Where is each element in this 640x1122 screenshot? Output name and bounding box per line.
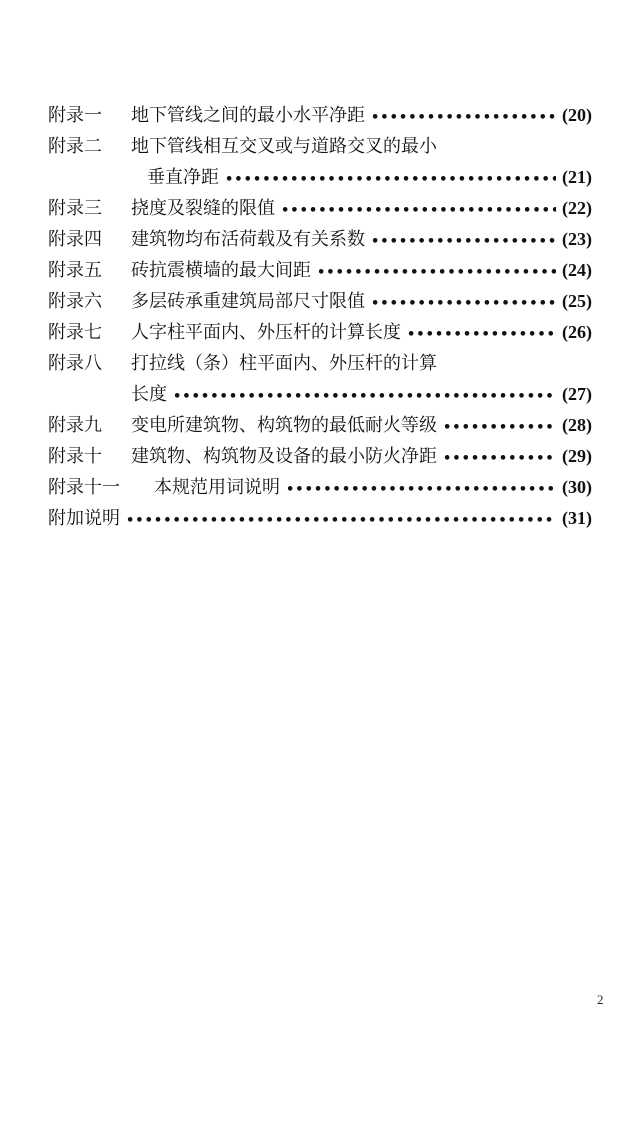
entry-title-continuation: 长度 <box>131 384 167 405</box>
entry-title: 建筑物均布活荷载及有关系数 <box>131 229 365 250</box>
dot-leader <box>443 443 556 474</box>
entry-number: 附录九 <box>48 415 102 436</box>
dot-leader <box>443 412 556 443</box>
entry-number: 附录四 <box>48 229 102 250</box>
entry-number: 附录五 <box>48 260 102 281</box>
toc-entry-appendix-1 <box>48 100 592 131</box>
toc-entry-appendix-5 <box>48 255 592 286</box>
entry-number: 附录十 <box>48 446 102 467</box>
toc-entry-appendix-2-continuation <box>48 162 592 193</box>
entry-page: (24) <box>562 260 592 280</box>
entry-page: (21) <box>562 167 592 187</box>
dot-leader <box>173 381 556 412</box>
entry-title: 挠度及裂缝的限值 <box>131 198 275 219</box>
dot-leader <box>371 288 556 319</box>
entry-page: (23) <box>562 229 592 249</box>
dot-leader <box>317 257 556 288</box>
entry-number: 附录三 <box>48 198 102 219</box>
entry-number: 附录七 <box>48 322 102 343</box>
dot-leader <box>281 195 556 226</box>
entry-title: 地下管线之间的最小水平净距 <box>131 105 365 126</box>
entry-number: 附录十一 <box>48 477 120 498</box>
entry-page: (29) <box>562 446 592 466</box>
entry-page: (31) <box>562 508 592 528</box>
entry-page: (22) <box>562 198 592 218</box>
entry-title: 变电所建筑物、构筑物的最低耐火等级 <box>131 415 437 436</box>
dot-leader <box>371 226 556 257</box>
toc-entry-appendix-11 <box>48 472 592 503</box>
toc-entry-additional-notes <box>48 503 592 534</box>
table-of-contents <box>48 100 592 534</box>
toc-entry-appendix-4 <box>48 224 592 255</box>
entry-title-continuation: 垂直净距 <box>147 167 219 188</box>
toc-entry-appendix-2 <box>48 131 592 162</box>
entry-title: 砖抗震横墙的最大间距 <box>131 260 311 281</box>
dot-leader <box>126 505 556 536</box>
entry-page: (20) <box>562 105 592 125</box>
page-number: 2 <box>597 992 604 1007</box>
toc-entry-appendix-9 <box>48 410 592 441</box>
entry-title: 建筑物、构筑物及设备的最小防火净距 <box>131 446 437 467</box>
dot-leader <box>225 164 556 195</box>
entry-page: (30) <box>562 477 592 497</box>
dot-leader <box>371 102 556 133</box>
entry-page: (27) <box>562 384 592 404</box>
entry-page: (26) <box>562 322 592 342</box>
toc-entry-appendix-3 <box>48 193 592 224</box>
toc-entry-appendix-6 <box>48 286 592 317</box>
entry-number: 附录八 <box>48 353 102 374</box>
toc-entry-appendix-7 <box>48 317 592 348</box>
toc-entry-appendix-8 <box>48 348 592 379</box>
dot-leader <box>286 474 556 505</box>
toc-entry-appendix-8-continuation <box>48 379 592 410</box>
dot-leader <box>407 319 556 350</box>
entry-title: 人字柱平面内、外压杆的计算长度 <box>131 322 401 343</box>
entry-number: 附录二 <box>48 136 102 157</box>
entry-number: 附录一 <box>48 105 102 126</box>
entry-page: (25) <box>562 291 592 311</box>
entry-number: 附录六 <box>48 291 102 312</box>
entry-title: 地下管线相互交叉或与道路交叉的最小 <box>131 136 437 157</box>
entry-page: (28) <box>562 415 592 435</box>
entry-title: 本规范用词说明 <box>154 477 280 498</box>
toc-entry-appendix-10 <box>48 441 592 472</box>
entry-title: 打拉线（条）柱平面内、外压杆的计算 <box>131 353 437 374</box>
entry-title: 附加说明 <box>48 508 120 529</box>
entry-title: 多层砖承重建筑局部尺寸限值 <box>131 291 365 312</box>
